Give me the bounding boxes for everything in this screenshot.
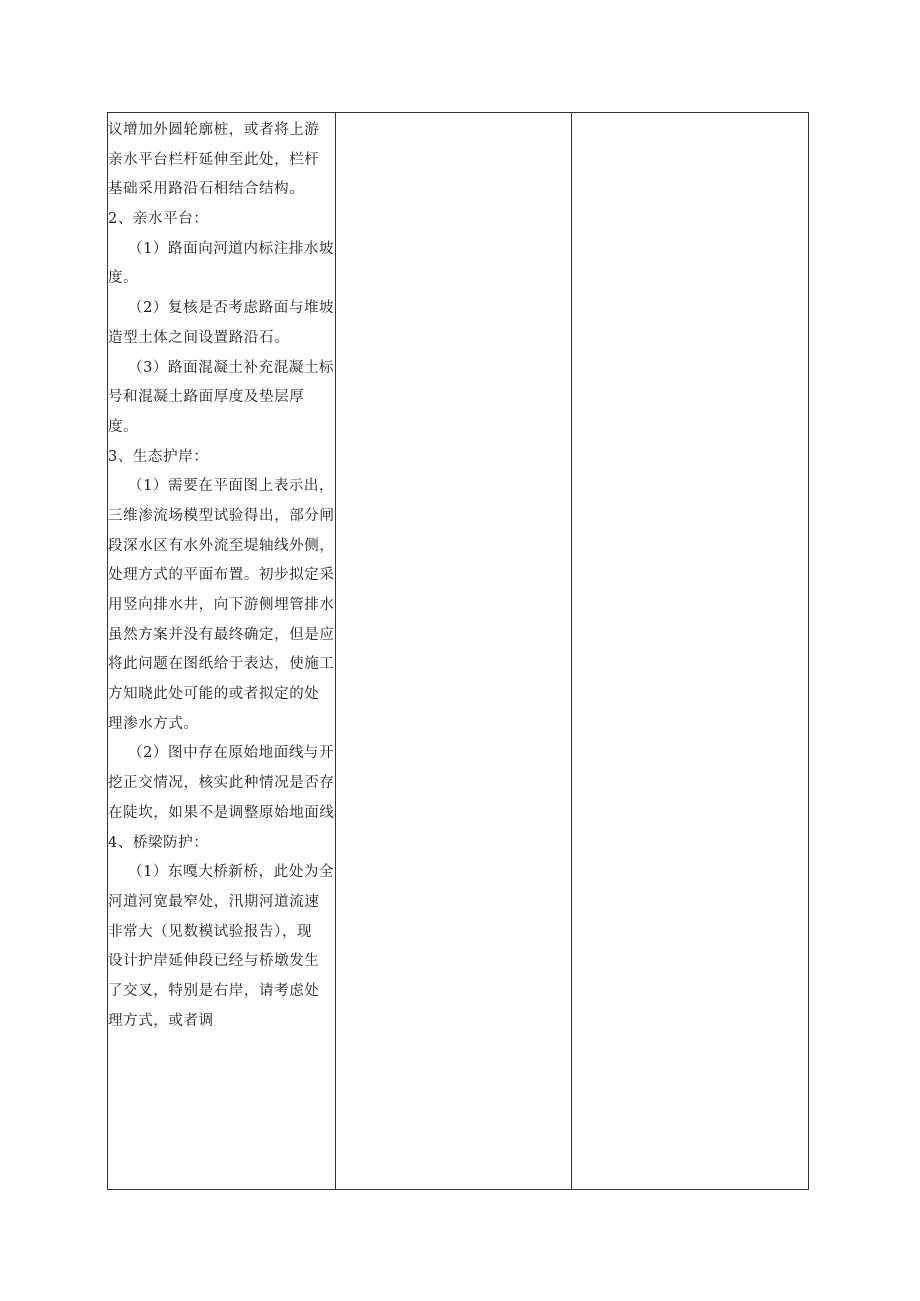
comment-text-line: （1）路面向河道内标注排水坡 — [128, 240, 335, 257]
comment-text-line: （1）东嘎大桥新桥，此处为全 — [128, 864, 335, 881]
comment-text-line: 非常大（见数模试验报告），现 — [108, 923, 313, 940]
remarks-column — [572, 113, 808, 1189]
comment-text-line: 设计护岸延伸段已经与桥墩发生 — [108, 953, 320, 970]
comment-text-line: 在陡坎，如果不是调整原始地面线 — [108, 804, 335, 821]
comment-text-line: 将此问题在图纸给于表达，使施工 — [108, 656, 335, 673]
comment-text-line: 挖正交情况，核实此种情况是否存 — [108, 775, 335, 792]
review-comments-column — [108, 113, 336, 1189]
comment-text-line: 虽然方案并没有最终确定，但是应 — [108, 626, 335, 643]
response-column — [336, 113, 572, 1189]
comment-text-line: 方知晓此处可能的或者拟定的处 — [108, 686, 320, 703]
comment-text-line: 造型土体之间设置路沿石。 — [108, 329, 290, 346]
comment-text-line: 度。 — [108, 418, 139, 435]
comment-text-line: 河道河宽最窄处，汛期河道流速 — [108, 893, 320, 910]
comment-text-line: （2）图中存在原始地面线与开 — [128, 745, 335, 762]
comment-text-line: 度。 — [108, 270, 139, 287]
comment-text-line: 了交叉，特别是右岸，请考虑处 — [108, 982, 320, 999]
comment-text-line: 段深水区有水外流至堤轴线外侧， — [108, 537, 335, 554]
comment-text-line: 议增加外圆轮廓桩，或者将上游 — [108, 122, 320, 138]
comment-text-line: 处理方式的平面布置。初步拟定采 — [108, 567, 335, 584]
comment-text-line: （2）复核是否考虑路面与堆坡 — [128, 300, 335, 317]
comment-text-line: （1）需要在平面图上表示出， — [128, 478, 335, 495]
comment-text-line: 理方式，或者调 — [108, 1012, 214, 1029]
comment-text-line: 号和混凝土路面厚度及垫层厚 — [108, 389, 305, 406]
comment-text-line: 用竖向排水井，向下游侧埋管排水 — [108, 597, 335, 613]
comment-text-line: 4、桥梁防护： — [108, 834, 209, 851]
comment-text-line: 亲水平台栏杆延伸至此处，栏杆 — [108, 151, 320, 168]
review-table — [107, 112, 809, 1190]
comment-text-line: （3）路面混凝土补充混凝土标 — [128, 359, 335, 376]
comment-text-line: 3、生态护岸： — [108, 448, 209, 465]
comment-text-line: 2、亲水平台： — [108, 211, 209, 228]
comment-text-line: 理渗水方式。 — [108, 715, 199, 732]
comment-text-line: 基础采用路沿石相结合结构。 — [108, 181, 305, 198]
comment-text-line: 三维渗流场模型试验得出，部分闸 — [108, 507, 335, 524]
